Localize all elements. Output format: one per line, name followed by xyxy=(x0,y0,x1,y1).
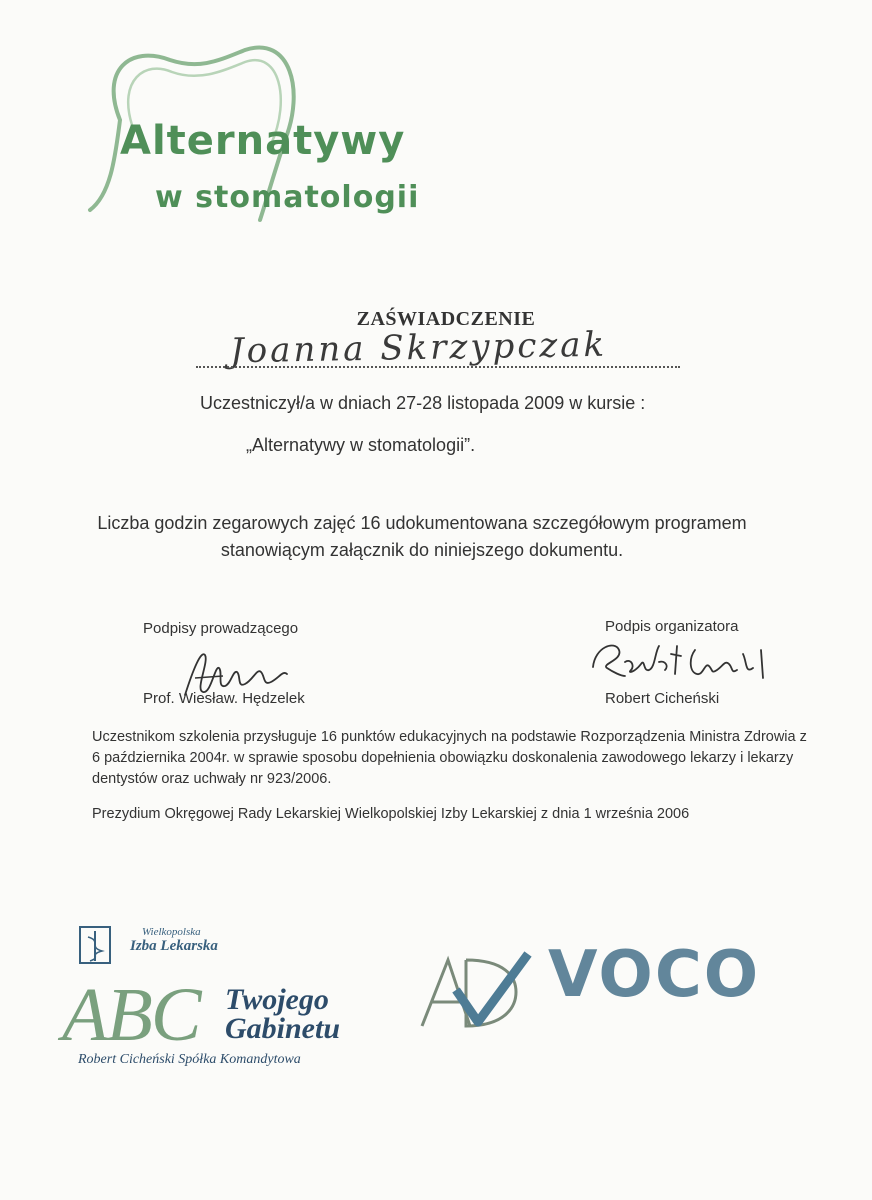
logo-title-line2: w stomatologii xyxy=(155,180,420,215)
abc-company-name: Robert Cicheński Spółka Komandytowa xyxy=(78,1052,301,1067)
ad-logo xyxy=(412,946,532,1041)
lecturer-name: Prof. Wiesław. Hędzelek xyxy=(143,690,305,707)
voco-logo: VOCO xyxy=(548,938,761,1012)
logo-title-line1: Alternatywy xyxy=(120,118,406,164)
abc-logo-twojego: Twojego xyxy=(225,983,329,1016)
wil-line1: Wielkopolska xyxy=(142,926,201,938)
organizer-signature xyxy=(585,632,775,697)
course-name: „Alternatywy w stomatologii”. xyxy=(246,435,476,455)
lecturer-signature-heading: Podpisy prowadzącego xyxy=(143,620,299,637)
hours-text: Liczba godzin zegarowych zajęć 16 udokumentowana szczegółowym programem stanowiącym załącznik do niniejszego dokumentu. xyxy=(97,513,747,560)
participation-text: Uczestniczył/a w dniach 27-28 listopada 2009 w kursie : xyxy=(200,393,646,413)
organizer-signature-heading: Podpis organizatora xyxy=(605,618,739,635)
caduceus-icon xyxy=(78,925,122,969)
abc-logo-gabinetu: Gabinetu xyxy=(225,1012,341,1045)
organizer-name: Robert Cicheński xyxy=(605,690,720,707)
name-dotted-line xyxy=(196,366,680,368)
abc-logo-letters: ABC xyxy=(62,973,200,1057)
wil-line2: Izba Lekarska xyxy=(130,938,218,954)
participant-name: Joanna Skrzypczak xyxy=(229,324,608,372)
presidium-text: Prezydium Okręgowej Rady Lekarskiej Wielkopolskiej Izby Lekarskiej z dnia 1 września 2006 xyxy=(92,806,690,822)
education-points-text: Uczestnikom szkolenia przysługuje 16 punktów edukacyjnych na podstawie Rozporządzenia Ministra Zdrowia z 6 października 2004r. w sprawie sposobu dopełnienia obowiązku doskonalenia zawodowego lekarzy i lekarzy dentystów oraz uchwały nr 923/2006. xyxy=(92,729,807,787)
certificate-title: ZAŚWIADCZENIE xyxy=(356,308,536,330)
